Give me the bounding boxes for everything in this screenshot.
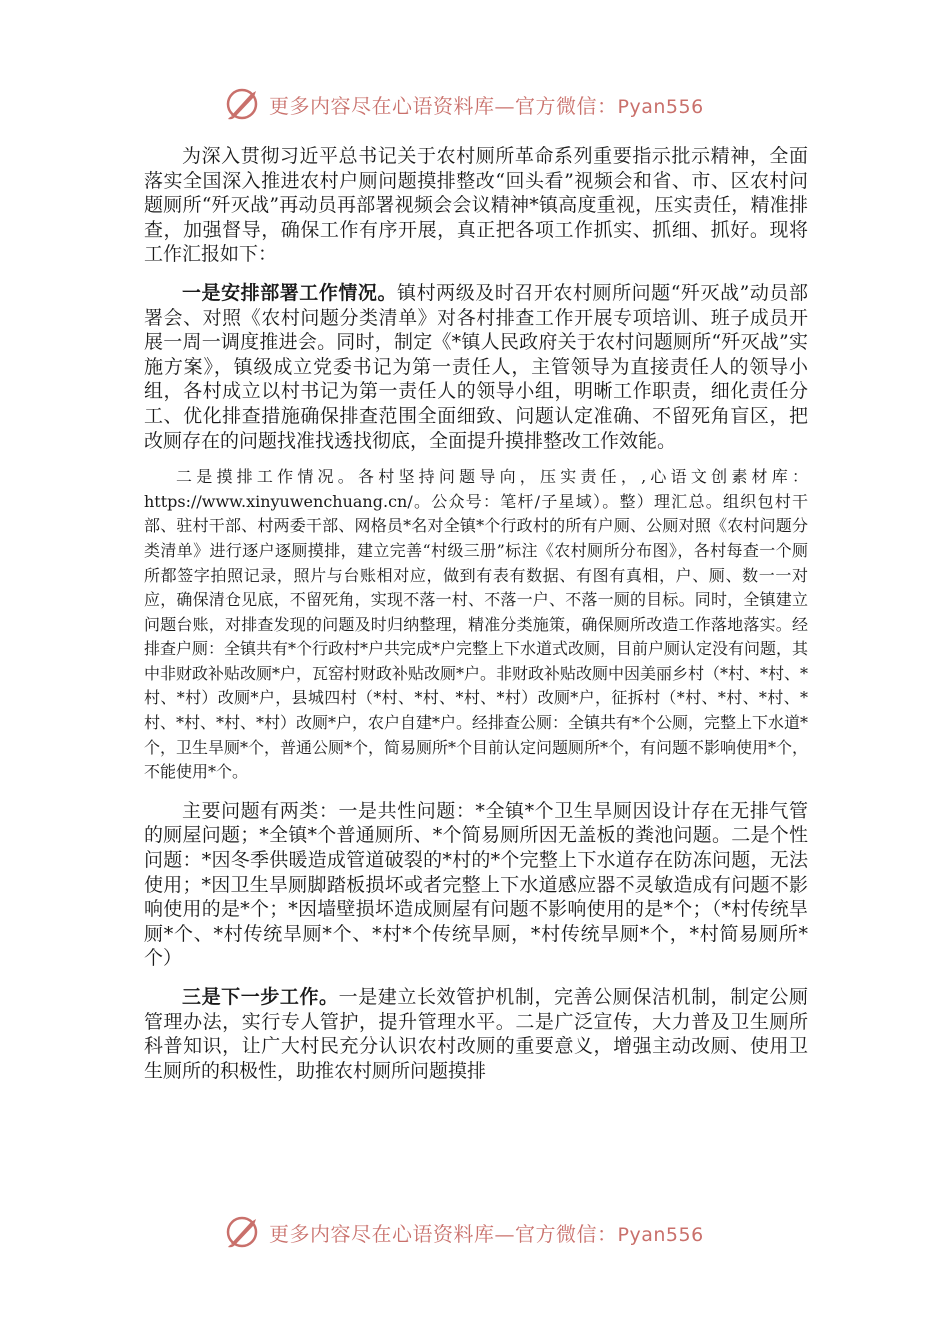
heading-deployment: 一是安排部署工作情况。	[182, 281, 398, 304]
footer-banner	[225, 1212, 745, 1252]
heading-next-steps: 三是下一步工作。	[182, 986, 339, 1008]
paragraph-next-steps-body: 一是建立长效管护机制，完善公厕保洁机制，制定公厕管理办法，实行专人管护，提升管理水平。二是广泛宣传，大力普及卫生厕所科普知识，让广大村民充分认识农村改厕的重要意义，增强主动改厕、使用卫生厕所的积极性，助推农村厕所问题摸排	[144, 986, 808, 1082]
footer-banner-label: 更多内容尽在心语资料库—官方微信：	[269, 1221, 618, 1246]
banner-label: 更多内容尽在心语资料库—官方微信：	[269, 93, 618, 118]
footer-banner-text	[269, 1218, 704, 1247]
footer-banner-wechat-id: Pyan556	[617, 1223, 704, 1246]
header-banner	[225, 84, 745, 124]
brush-pen-logo-icon	[225, 86, 263, 122]
banner-text	[269, 90, 704, 119]
brush-pen-logo-icon	[225, 1214, 263, 1250]
paragraph-next-steps	[144, 985, 808, 1083]
paragraph-survey: 二是摸排工作情况。各村坚持问题导向，压实责任，,心语文创素材库：https://www.xinyuwenchuang.cn/。公众号：笔杆/子星域）。整）理汇总。组织包村干部、驻村干部、村两委干部、网格员*名对全镇*个行政村的所有户厕、公厕对照《农村问题分类清单》进行逐户逐厕摸排，建立完善“村级三册”标注《农村厕所分布图》，各村每查一个厕所都签字拍照记录，照片与台账相对应，做到有表有数据、有图有真相，户、厕、数一一对应，确保清仓见底，不留死角，实现不落一村、不落一户、不落一厕的目标。同时，全镇建立问题台账，对排查发现的问题及时归纳整理，精准分类施策，确保厕所改造工作落地落实。经排查户厕：全镇共有*个行政村*户共完成*户完整上下水道式改厕，目前户厕认定没有问题，其中非财政补贴改厕*户，瓦窑村财政补贴改厕*户。非财政补贴改厕中因美丽乡村（*村、*村、*村、*村）改厕*户，县城四村（*村、*村、*村、*村）改厕*户，征拆村（*村、*村、*村、*村、*村、*村、*村）改厕*户，农户自建*户。经排查公厕：全镇共有*个公厕，完整上下水道*个，卫生旱厕*个，普通公厕*个，简易厕所*个目前认定问题厕所*个，有问题不影响使用*个，不能使用*个。	[144, 467, 809, 782]
banner-wechat-id: Pyan556	[617, 95, 704, 118]
paragraph-deployment	[144, 281, 808, 453]
paragraph-deployment-body: 镇村两级及时召开农村厕所问题“歼灭战”动员部署会、对照《农村问题分类清单》对各村排查工作开展专项培训、班子成员开展一周一调度推进会。同时，制定《*镇人民政府关于农村问题厕所“歼灭战”实施方案》，镇级成立党委书记为第一责任人，主管领导为直接责任人的领导小组，各村成立以村书记为第一责任人的领导小组，明晰工作职责，细化责任分工、优化排查措施确保排查范围全面细致、问题认定准确、不留死角盲区，把改厕存在的问题找准找透找彻底，全面提升摸排整改工作效能。	[144, 281, 808, 452]
paragraph-intro: 为深入贯彻习近平总书记关于农村厕所革命系列重要指示批示精神，全面落实全国深入推进农村户厕问题摸排整改“回头看”视频会和省、市、区农村问题厕所“歼灭战”再动员再部署视频会会议精神*镇高度重视，压实责任，精准排查，加强督导，确保工作有序开展，真正把各项工作抓实、抓细、抓好。现将工作汇报如下：	[144, 145, 808, 266]
paragraph-problems: 主要问题有两类：一是共性问题：*全镇*个卫生旱厕因设计存在无排气管的厕屋问题；*全镇*个普通厕所、*个简易厕所因无盖板的粪池问题。二是个性问题：*因冬季供暖造成管道破裂的*村的*个完整上下水道存在防冻问题，无法使用；*因卫生旱厕脚踏板损坏或者完整上下水道感应器不灵敏造成有问题不影响使用的是*个；*因墙壁损坏造成厕屋有问题不影响使用的是*个；（*村传统旱厕*个、*村传统旱厕*个、*村*个传统旱厕，*村传统旱厕*个，*村简易厕所*个）	[144, 799, 808, 970]
document-body	[144, 144, 808, 1083]
